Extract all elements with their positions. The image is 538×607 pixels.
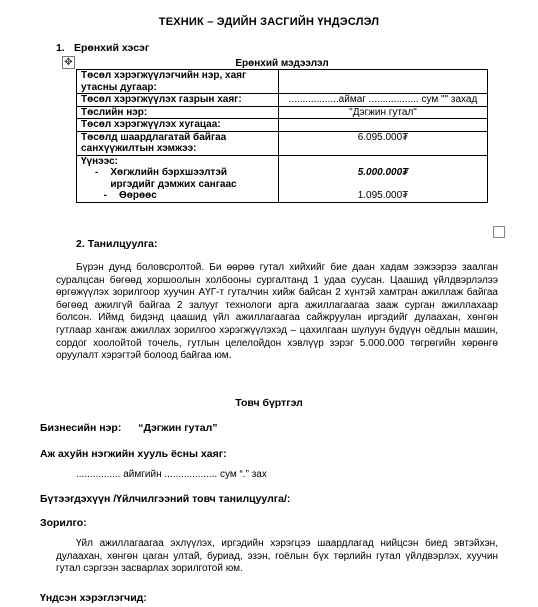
table-cell-breakdown-values — [279, 155, 488, 202]
customers-label: Үндсэн хэрэглэгчид: — [40, 592, 147, 604]
table-cell-value: "Дэгжин гутал" — [279, 106, 488, 119]
table-cell-label: Төслийн нэр: — [77, 106, 279, 119]
section-2-number: 2. — [76, 238, 85, 250]
business-name-row — [40, 422, 218, 434]
table-cell-value — [279, 70, 488, 94]
goal-paragraph: Үйл ажиллагаагаа эхлүүлэх, иргэдийн хэрэгцээ шаардлагад нийцсэн биед эвтэйхэн, дулаахан, хөнгөн цаган ултай, буриад, эзэн, гоёлын бүх төрлийн гутал үйлдвэрлэх, хуучин гутал сэргээн засварлах зорилготой юм. — [56, 538, 498, 575]
breakdown-item-value: 1.095.000₮ — [357, 190, 409, 201]
business-name-value: “Дэгжин гутал” — [138, 422, 218, 434]
business-name-label: Бизнесийн нэр: — [40, 422, 122, 434]
table-row — [77, 131, 488, 155]
general-info-table — [76, 69, 488, 203]
section-1-number: 1. — [56, 42, 65, 54]
intro-paragraph: Бүрэн дунд боловсролтой. Би өөрөө гутал хийхийг бие даан хадам ээжээрээ заалган суралцсан бөгөөд хоршоолын холбооны сургалтанд 1 удаа суусан. Цаашид үйлдвэрлэлээ өргөжүүлэх зорилгоор хуучин АҮГ-т гуталчин хийж байсан 2 хүнтэй хамтран ажиллаж байгаа бөгөөд ажилгүй байгаа 2 залууг технологи арга ажиллагаагаа зааж сурган ажиллахаар болсон. Иймд бидэнд цаашид үйл ажиллагаагаа сайжруулан иргэдийг дулаахан, хөнгөн гутлаар хангаж ажиллах зорилгоо хэрэгжүүлэхэд – цахилгаан шулуун бүдүүн оёдлын машин, сордог хоолойтой точель, гутлын целелойдон хэвлүүр зэрэг 5.000.000 төгрөгийн хөрөнгө оруулалт хэрэгтэй болоод байгаа юм. — [56, 262, 498, 362]
breakdown-item: - Хөгжлийн бэрхшээлтэй иргэдийг дэмжих сангаас — [81, 167, 274, 190]
table-row — [77, 106, 488, 119]
table-cell-label: Төсөл хэрэгжүүлэгчийн нэр, хаяг утасны дугаар: — [77, 70, 279, 94]
table-row — [77, 155, 488, 202]
breakdown-label: Үүнээс: — [81, 155, 118, 167]
table-caption: Ерөнхий мэдээлэл — [235, 58, 329, 69]
table-cell-label: Төсөл хэрэгжүүлэх газрын хаяг: — [77, 94, 279, 107]
legal-address-label: Аж ахуйн нэгжийн хууль ёсны хаяг: — [40, 448, 227, 460]
section-1-title: Ерөнхий хэсэг — [74, 42, 150, 54]
goal-label: Зорилго: — [40, 517, 87, 529]
table-row — [77, 70, 488, 94]
table-cell-value: 6.095.000₮ — [279, 131, 488, 155]
resize-handle-icon[interactable] — [493, 226, 505, 238]
document-title: ТЕХНИК – ЭДИЙН ЗАСГИЙН ҮНДЭСЛЭЛ — [158, 16, 380, 28]
section-1-heading — [56, 42, 149, 54]
table-cell-label: Төсөл хэрэгжүүлэх хугацаа: — [77, 119, 279, 132]
products-label: Бүтээгдэхүүн /Үйлчилгээний товч танилцуулга/: — [40, 493, 291, 505]
table-cell-value: ..................аймаг .................. сум "" захад — [279, 94, 488, 107]
breakdown-item-label: Хөгжлийн бэрхшээлтэй иргэдийг дэмжих сангаас — [110, 167, 237, 190]
breakdown-item-value: 5.000.000₮ — [357, 167, 409, 178]
breakdown-item: - Өөрөөс — [103, 190, 157, 201]
table-cell-label: Төсөлд шаардлагатай байгаа санхүүжилтын хэмжээ: — [77, 131, 279, 155]
breakdown-item-label: Өөрөөс — [119, 190, 157, 201]
table-row — [77, 119, 488, 132]
section-2-heading — [76, 238, 158, 250]
move-handle-icon[interactable]: ✥ — [62, 56, 75, 69]
section-2-title: Танилцуулга: — [87, 238, 158, 250]
short-registration-heading: Товч бүртгэл — [235, 397, 303, 409]
table-cell-value — [279, 119, 488, 132]
table-row — [77, 94, 488, 107]
table-cell-breakdown — [77, 155, 279, 202]
legal-address-value: ................ аймгийн ................... сум “.” зах — [76, 469, 267, 480]
